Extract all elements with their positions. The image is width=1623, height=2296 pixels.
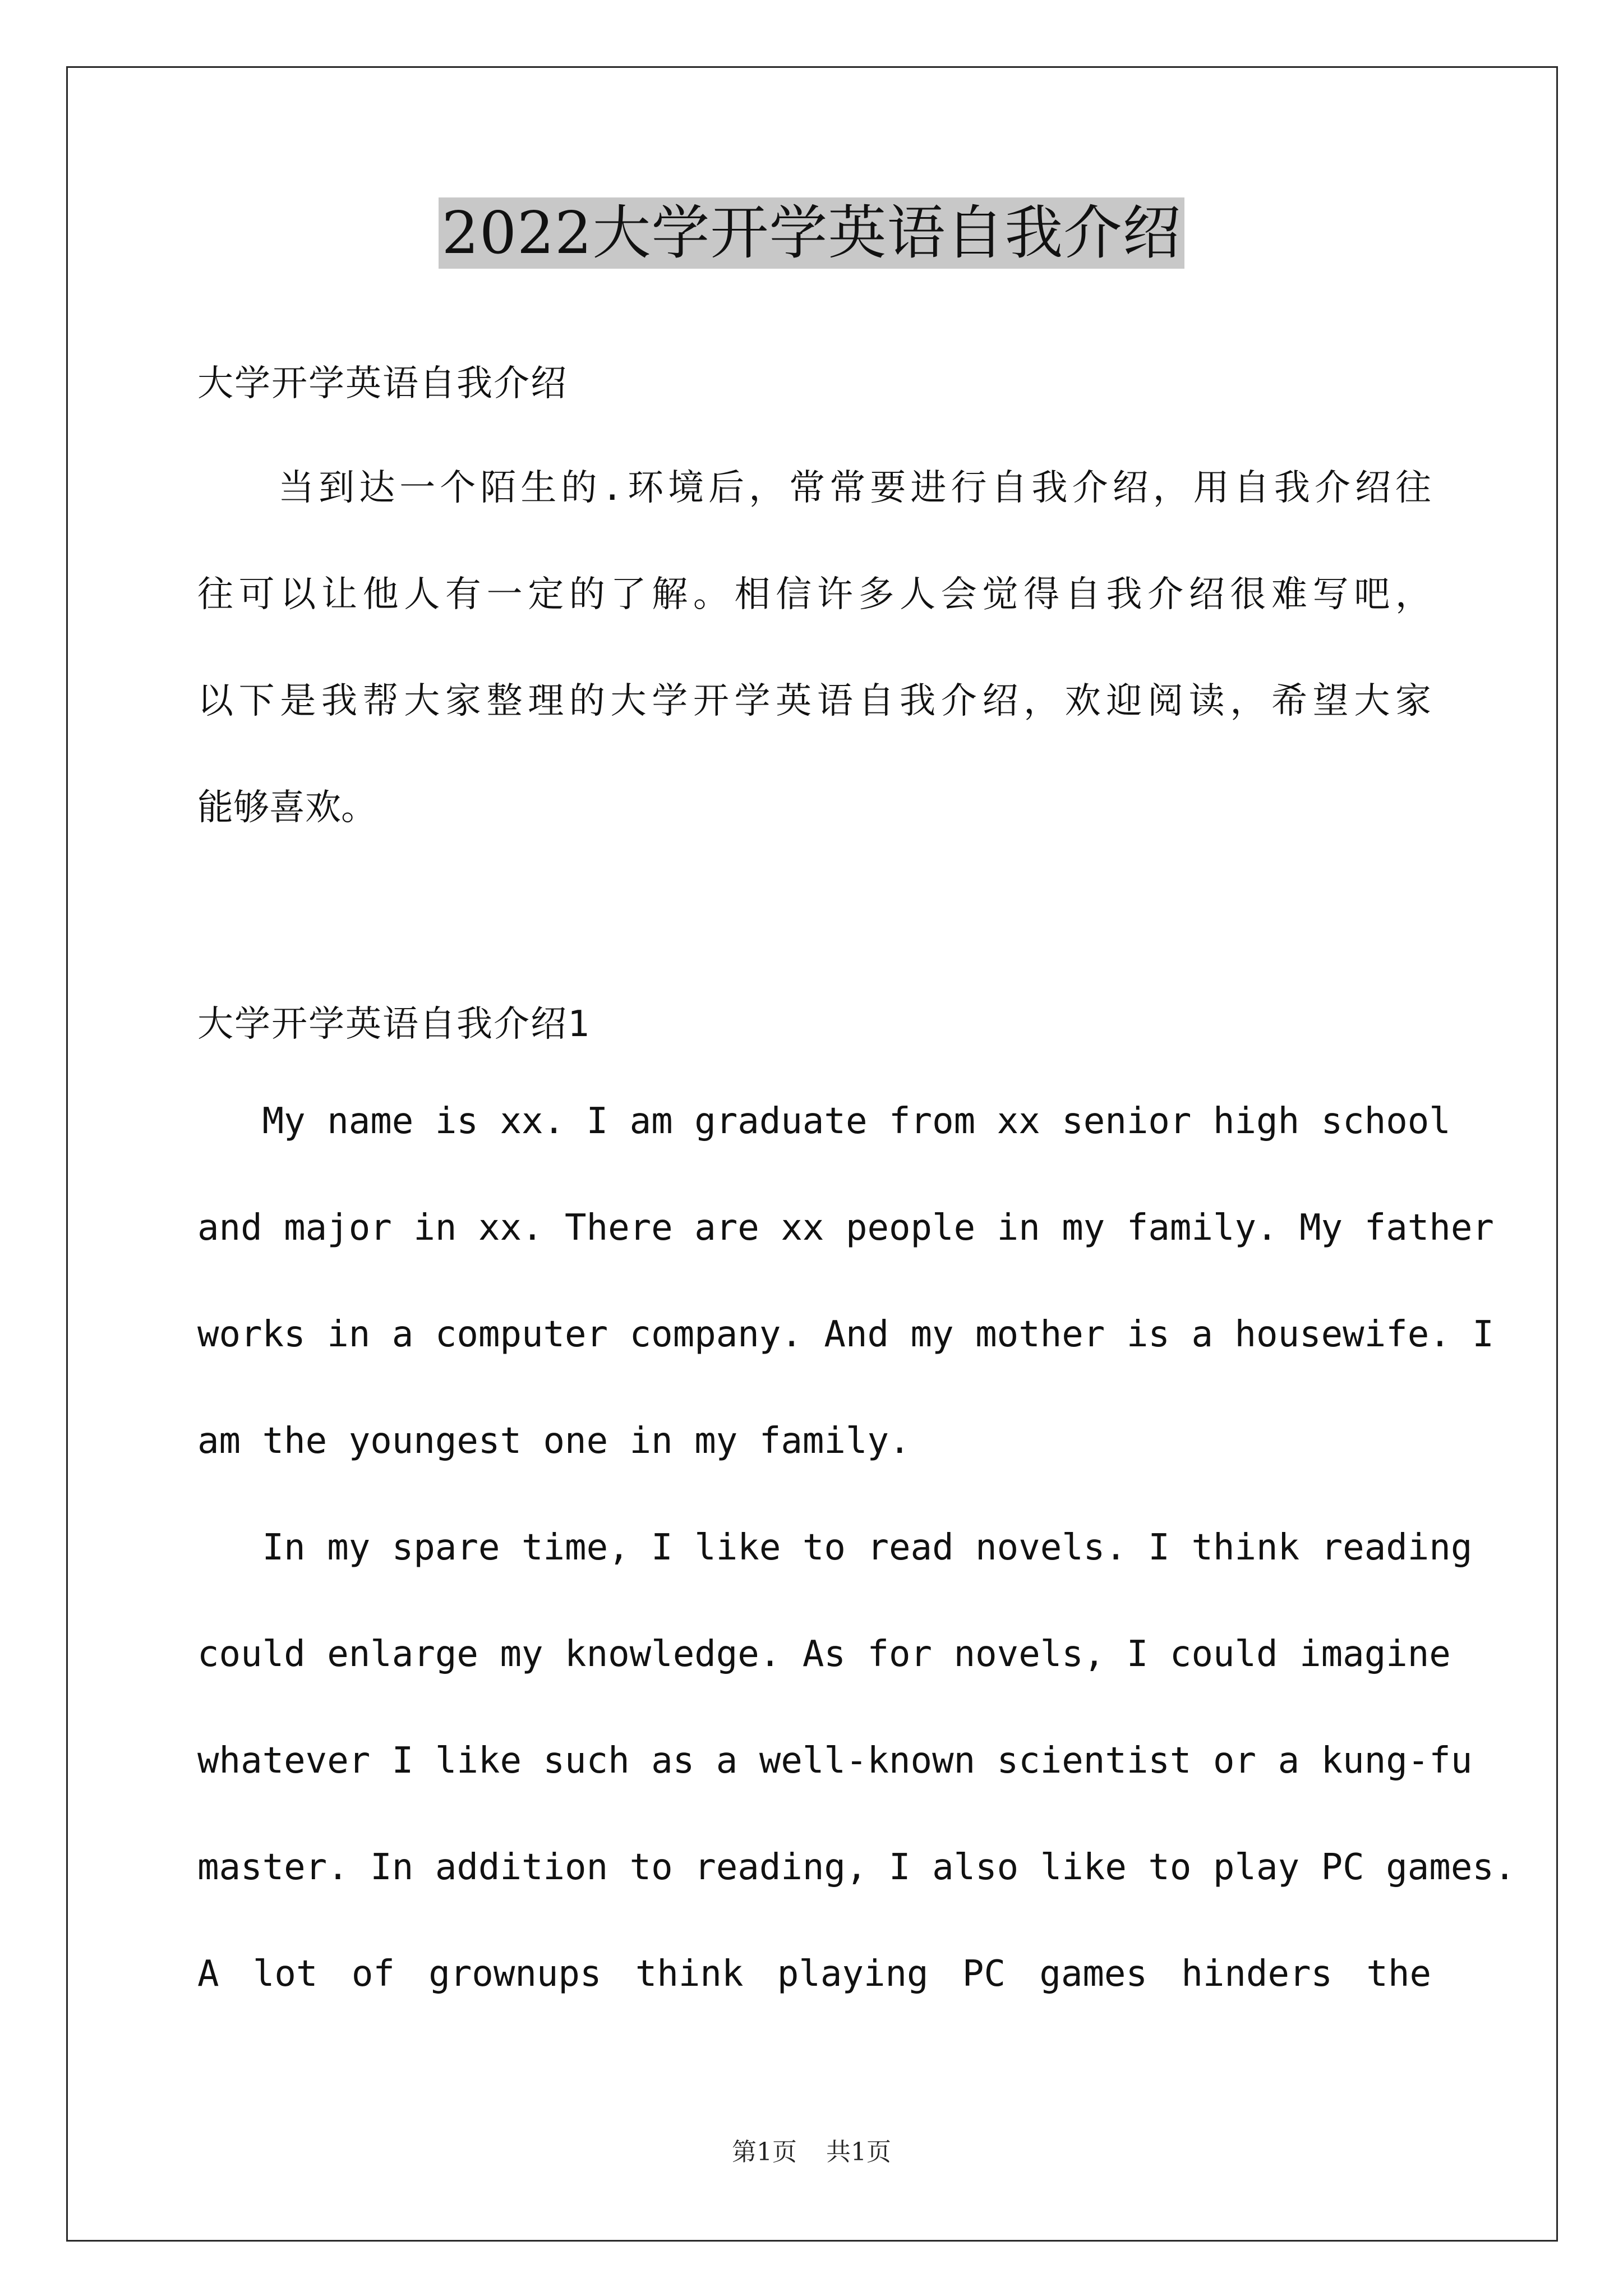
title-container (0, 197, 1623, 269)
section1-line: could enlarge my knowledge. As for novels, I could imagine (197, 1634, 1451, 1675)
page-footer (0, 2132, 1623, 2168)
intro-heading: 大学开学英语自我介绍 (197, 363, 568, 404)
section1-line: master. In addition to reading, I also like to play PC games. (197, 1847, 1516, 1888)
section1-line: am the youngest one in my family. (197, 1420, 911, 1462)
intro-line: 当到达一个陌生的.环境后，常常要进行自我介绍，用自我介绍往 (197, 467, 1431, 509)
section1-line: and major in xx. There are xx people in my family. My father (197, 1207, 1494, 1249)
section1-heading: 大学开学英语自我介绍1 (197, 1004, 591, 1045)
intro-line: 往可以让他人有一定的了解。相信许多人会觉得自我介绍很难写吧， (197, 574, 1431, 615)
intro-line: 能够喜欢。 (197, 787, 377, 829)
intro-line: 以下是我帮大家整理的大学开学英语自我介绍，欢迎阅读，希望大家 (197, 680, 1431, 722)
section1-line: works in a computer company. And my mother is a housewife. I (197, 1314, 1494, 1355)
section1-line: My name is xx. I am graduate from xx senior high school (197, 1101, 1451, 1142)
section1-line: A lot of grownups think playing PC games hinders the (197, 1953, 1431, 1995)
page-number: 第1页 (732, 2138, 797, 2166)
page-total: 共1页 (826, 2138, 891, 2166)
section1-line: In my spare time, I like to read novels. I think reading (197, 1527, 1473, 1568)
section1-line: whatever I like such as a well-known scientist or a kung-fu (197, 1740, 1473, 1782)
document-title: 2022大学开学英语自我介绍 (439, 197, 1185, 269)
